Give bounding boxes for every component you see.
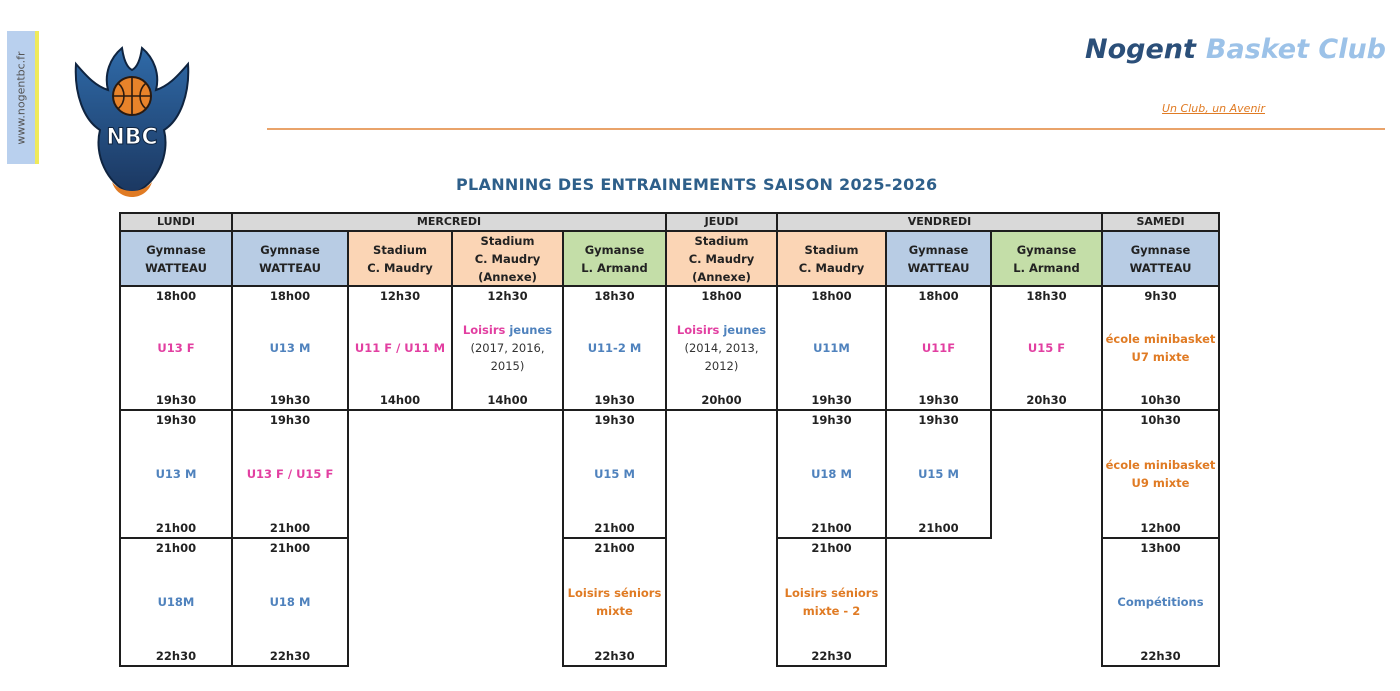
venue-header — [776, 230, 887, 287]
session-cell[interactable] — [562, 285, 667, 411]
club-name — [1085, 34, 1386, 65]
session-end-time: 10h30 — [1140, 393, 1181, 407]
venue-name: Gymnase WATTEAU — [259, 242, 321, 275]
website-tab[interactable] — [7, 31, 39, 164]
venue-header — [347, 230, 453, 287]
session-end-time: 19h30 — [594, 393, 635, 407]
session-cell[interactable] — [885, 285, 992, 411]
session-label-part: Loisirs — [462, 323, 506, 337]
session-label — [778, 465, 885, 483]
logo-text: NBC — [106, 125, 158, 150]
day-header-lundi: LUNDI — [119, 212, 233, 232]
day-header-mercredi: MERCREDI — [231, 212, 667, 232]
venue-name: Gymnase WATTEAU — [1129, 242, 1192, 275]
session-label-text: U18M — [157, 595, 195, 609]
session-start-time: 12h30 — [379, 289, 421, 303]
session-start-time: 18h00 — [155, 289, 197, 303]
session-end-time: 21h00 — [918, 521, 959, 535]
session-end-time: 19h30 — [811, 393, 852, 407]
session-cell[interactable] — [451, 285, 564, 411]
website-url[interactable]: www.nogentbc.fr — [14, 50, 28, 145]
session-start-time: 19h30 — [811, 413, 852, 427]
session-end-time: 19h30 — [155, 393, 197, 407]
session-end-time: 22h30 — [811, 649, 852, 663]
session-label-text: Loisirs séniors — [784, 586, 879, 600]
venue-header — [885, 230, 992, 287]
venue-name: Gymanse L. Armand — [1013, 242, 1080, 275]
session-label-text: U13 F / U15 F — [246, 467, 334, 481]
venue-header — [231, 230, 349, 287]
session-label-text: U13 M — [155, 467, 197, 481]
session-label — [887, 465, 990, 483]
session-label — [1103, 456, 1218, 492]
session-end-time: 14h00 — [379, 393, 421, 407]
club-logo — [66, 34, 198, 204]
day-header-vendredi: VENDREDI — [776, 212, 1103, 232]
session-cell[interactable] — [776, 409, 887, 539]
session-cell[interactable] — [885, 409, 992, 539]
session-cell[interactable] — [776, 285, 887, 411]
session-sublabel: (2017, 2016, 2015) — [470, 341, 545, 373]
session-cell[interactable] — [1101, 537, 1220, 667]
session-label — [453, 321, 562, 375]
venue-header — [562, 230, 667, 287]
session-end-time: 22h30 — [1140, 649, 1181, 663]
session-cell[interactable] — [231, 285, 349, 411]
session-cell[interactable] — [562, 409, 667, 539]
session-start-time: 19h30 — [269, 413, 311, 427]
session-label-part: jeunes — [719, 323, 767, 337]
session-label — [233, 465, 347, 483]
session-cell[interactable] — [990, 285, 1103, 411]
session-label-part: Loisirs — [676, 323, 720, 337]
session-cell[interactable] — [231, 537, 349, 667]
session-label — [667, 321, 776, 375]
session-end-time: 21h00 — [269, 521, 311, 535]
day-header-samedi: SAMEDI — [1101, 212, 1220, 232]
session-end-time: 19h30 — [269, 393, 311, 407]
session-start-time: 19h30 — [594, 413, 635, 427]
venue-header — [451, 230, 564, 287]
session-end-time: 12h00 — [1140, 521, 1181, 535]
venue-name: Stadium C. Maudry — [798, 242, 865, 275]
session-start-time: 18h00 — [918, 289, 959, 303]
session-sublabel: U9 mixte — [1131, 476, 1190, 490]
session-cell[interactable] — [231, 409, 349, 539]
session-label-text: école minibasket — [1105, 332, 1216, 346]
session-cell[interactable] — [119, 409, 233, 539]
session-start-time: 21h00 — [594, 541, 635, 555]
venue-header — [990, 230, 1103, 287]
venue-name: Gymnase WATTEAU — [907, 242, 970, 275]
session-label — [1103, 593, 1218, 611]
session-start-time: 12h30 — [487, 289, 528, 303]
session-label-text: Loisirs séniors — [567, 586, 662, 600]
session-label — [349, 339, 451, 357]
session-label — [564, 339, 665, 357]
session-label — [233, 339, 347, 357]
session-start-time: 19h30 — [918, 413, 959, 427]
session-start-time: 19h30 — [155, 413, 197, 427]
session-start-time: 13h00 — [1140, 541, 1181, 555]
session-label-text: U15 M — [918, 467, 959, 481]
venue-header — [1101, 230, 1220, 287]
venue-header — [665, 230, 778, 287]
session-start-time: 18h30 — [594, 289, 635, 303]
session-end-time: 14h00 — [487, 393, 528, 407]
session-label-text: U11 F / U11 M — [354, 341, 446, 355]
session-cell[interactable] — [347, 285, 453, 411]
session-label — [887, 339, 990, 357]
session-label — [233, 593, 347, 611]
session-sublabel: (2014, 2013, 2012) — [684, 341, 759, 373]
session-start-time: 9h30 — [1144, 289, 1177, 303]
session-label-text: U15 M — [594, 467, 635, 481]
session-label — [121, 593, 231, 611]
venue-name: Stadium C. Maudry (Annexe) — [688, 233, 755, 284]
club-name-first: Nogent — [1084, 34, 1196, 65]
venue-name: Gymanse L. Armand — [581, 242, 648, 275]
session-label-text: U13 F — [157, 341, 195, 355]
session-cell[interactable] — [1101, 409, 1220, 539]
session-cell[interactable] — [119, 537, 233, 667]
session-sublabel: U7 mixte — [1131, 350, 1190, 364]
session-sublabel: mixte - 2 — [802, 604, 861, 618]
session-label — [778, 584, 885, 620]
session-label-text: école minibasket — [1105, 458, 1216, 472]
session-label — [778, 339, 885, 357]
session-label-text: U15 F — [1027, 341, 1066, 355]
session-cell[interactable] — [1101, 285, 1220, 411]
session-label — [992, 339, 1101, 357]
day-header-jeudi: JEUDI — [665, 212, 778, 232]
session-start-time: 21h00 — [269, 541, 311, 555]
session-end-time: 20h30 — [1026, 393, 1067, 407]
session-start-time: 21h00 — [811, 541, 852, 555]
venue-name: Gymnase WATTEAU — [145, 242, 207, 275]
session-label-text: U18 M — [269, 595, 311, 609]
session-end-time: 21h00 — [594, 521, 635, 535]
session-label — [121, 339, 231, 357]
session-label — [564, 465, 665, 483]
session-cell[interactable] — [119, 285, 233, 411]
session-end-time: 22h30 — [594, 649, 635, 663]
session-label-text: U11M — [813, 341, 850, 355]
club-slogan[interactable]: Un Club, un Avenir — [1162, 102, 1265, 115]
venue-name: Stadium C. Maudry (Annexe) — [474, 233, 541, 284]
session-start-time: 18h00 — [269, 289, 311, 303]
session-label — [564, 584, 665, 620]
session-start-time: 10h30 — [1140, 413, 1181, 427]
session-label-text: U18 M — [811, 467, 852, 481]
page-title: PLANNING DES ENTRAINEMENTS SAISON 2025-2026 — [456, 175, 938, 194]
session-label — [121, 465, 231, 483]
session-end-time: 22h30 — [269, 649, 311, 663]
session-cell[interactable] — [665, 285, 778, 411]
header-divider — [267, 128, 1385, 130]
session-start-time: 18h00 — [811, 289, 852, 303]
session-start-time: 18h30 — [1026, 289, 1067, 303]
session-sublabel: mixte — [596, 604, 633, 618]
session-start-time: 18h00 — [701, 289, 742, 303]
venue-name: Stadium C. Maudry — [367, 242, 433, 275]
session-label-text: Compétitions — [1117, 595, 1204, 609]
session-label — [1103, 330, 1218, 366]
session-start-time: 21h00 — [155, 541, 197, 555]
session-end-time: 21h00 — [811, 521, 852, 535]
session-cell[interactable] — [562, 537, 667, 667]
session-end-time: 22h30 — [155, 649, 197, 663]
session-cell[interactable] — [776, 537, 887, 667]
session-label-part: jeunes — [505, 323, 553, 337]
venue-header — [119, 230, 233, 287]
session-end-time: 21h00 — [155, 521, 197, 535]
session-end-time: 20h00 — [701, 393, 742, 407]
club-name-second: Basket Club — [1205, 34, 1386, 65]
session-end-time: 19h30 — [918, 393, 959, 407]
session-label-text: U13 M — [269, 341, 311, 355]
session-label-text: U11-2 M — [587, 341, 642, 355]
session-label-text: U11F — [921, 341, 956, 355]
